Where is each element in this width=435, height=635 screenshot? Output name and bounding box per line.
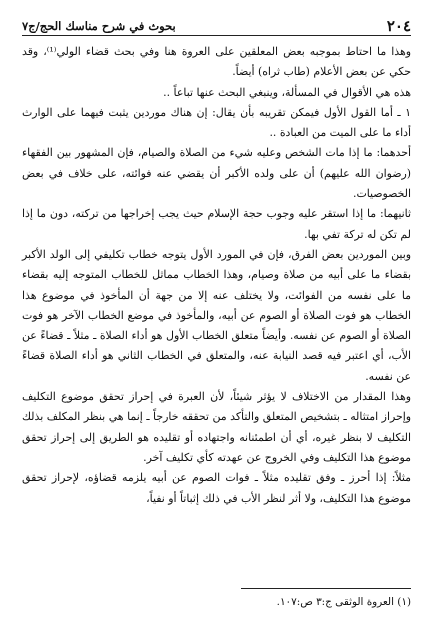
page-number: ٢٠٤ — [386, 17, 411, 35]
footnote: (١) العروة الوثقى ج:٣ ص:١٠٧. — [276, 596, 411, 608]
running-title: بحوث في شرح مناسك الحج/ج٧ — [22, 19, 176, 33]
paragraph: ١ ـ أما القول الأول فيمكن تقريبه بأن يقال: إن هناك موردين يثبت فيهما على الوارث أداء ما على الميت من العبادة .. — [22, 105, 411, 140]
running-header — [22, 14, 411, 36]
paragraph: وبين الموردين بعض الفرق، فإن في المورد الأول يتوجه خطاب تكليفي إلى الولد الأكبر بقضاء ما على أبيه من صلاة وصيام، وهذا الخطاب مماثل للخطاب المتوجه إليه بقضاء ما على نفسه من الفوائت، ولا يختلف عنه إلا من جهة أن المأخوذ في موضوع هذا الخطاب هو فوت الصلاة أو الصوم عن أبيه، والمأخوذ في موضع الخطاب الآخر هو فوت الصلاة أو الصوم عن نفسه. وأيضاً متعلق الخطاب الأول هو أداء الصلاة ـ مثلاً ـ قضاءً عن الأب، أي اعتبر فيه قصد النيابة عنه، والمتعلق في الخطاب الثاني هو أداء الصلاة قضاءً عن نفسه. — [22, 247, 411, 383]
body-text — [22, 42, 411, 509]
paragraph: وهذا المقدار من الاختلاف لا يؤثر شيئاً، لأن العبرة في إحراز تحقق موضوع التكليف وإحراز امتثاله ـ بتشخيص المتعلق والتأكد من تحققه خارجاً ـ إنما هي بنظر المكلف بذلك التكليف لا بنظر غيره، أي أن اطمئنانه واجتهاده أو تقليده هو الطريق إلى إحراز تحقق موضوع هذا التكليف وفي الخروج عن عهدته كأي تكليف آخر. — [22, 390, 411, 464]
paragraph: مثلاً: إذا أحرز ـ وفق تقليده مثلاً ـ فوات الصوم عن أبيه يلزمه قضاؤه، لإحراز تحقق موضوع هذا التكليف، ولا أثر لنظر الأب في ذلك إثباتاً أو نفياً، — [22, 471, 411, 505]
paragraph: أحدهما: ما إذا مات الشخص وعليه شيء من الصلاة والصيام، فإن المشهور بين الفقهاء (رضوان الله عليهم) أن على ولده الأكبر أن يقضي عنه فوائته، على خلاف في بعض الخصوصيات. — [22, 146, 411, 201]
paragraph: ثانيهما: ما إذا استقر عليه وجوب حجة الإسلام حيث يجب إخراجها من تركته، دون ما إذا لم تكن له تركة تفي بها. — [22, 207, 411, 241]
paragraph: هذه هي الأقوال في المسألة، وينبغي البحث عنها تباعاً .. — [163, 85, 411, 99]
paragraph: وهذا ما احتاط بموجبه بعض المعلقين على العروة هنا وفي بحث قضاء الولي⁽¹⁾، وقد حكي عن بعض الأعلام (طاب ثراه) أيضاً. — [22, 45, 411, 79]
footnote-divider — [241, 588, 411, 589]
